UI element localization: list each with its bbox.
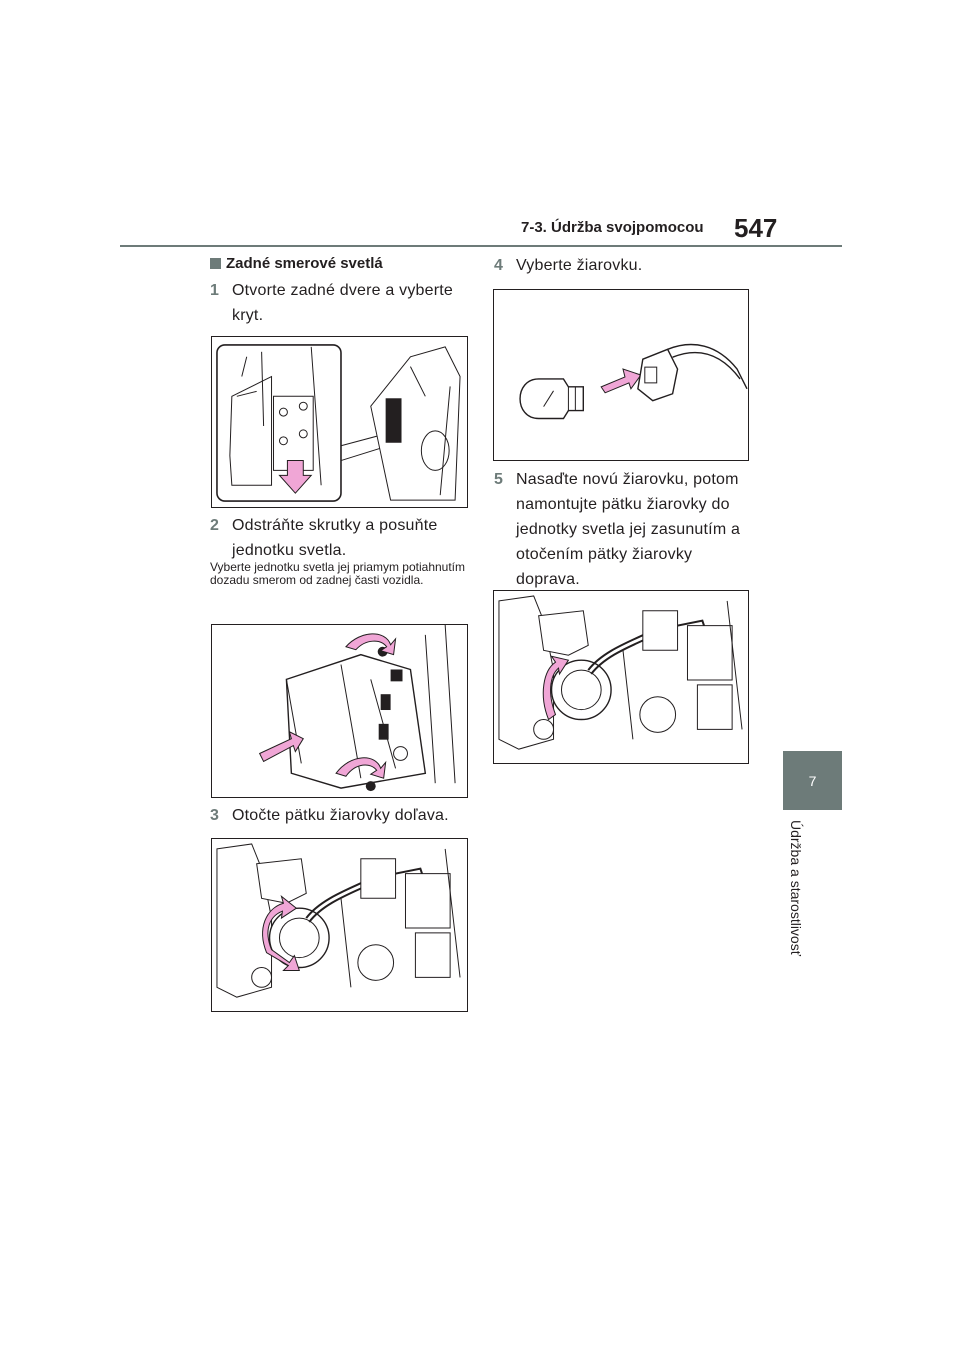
header-rule <box>120 245 842 247</box>
step-5 <box>494 467 754 592</box>
step-text: Otočte pätku žiarovky doľava. <box>232 807 449 824</box>
step-text: Odstráňte skrutky a posuňte jednotku svetla. <box>232 517 438 559</box>
step-number: 1 <box>210 282 220 299</box>
figure-open-door-remove-cover <box>211 336 468 508</box>
section-heading <box>210 255 383 272</box>
step-2 <box>210 513 470 563</box>
chapter-tab <box>783 751 842 810</box>
section-title: Zadné smerové svetlá <box>226 255 383 272</box>
figure-remove-bulb <box>493 289 749 461</box>
chapter-number: 7 <box>808 772 817 789</box>
step-number: 3 <box>210 807 220 824</box>
step-number: 2 <box>210 517 220 534</box>
step-text: Vyberte žiarovku. <box>516 257 643 274</box>
step-number: 5 <box>494 471 504 488</box>
step-text: Otvorte zadné dvere a vyberte kryt. <box>232 282 454 324</box>
running-header: 7-3. Údržba svojpomocou <box>521 219 704 236</box>
figure-remove-screws-slide-unit <box>211 624 468 798</box>
step-4 <box>494 253 754 278</box>
chapter-title: Údržba a starostlivosť <box>788 820 804 956</box>
chapter-side-label <box>788 820 820 980</box>
section-square-icon <box>210 258 221 269</box>
figure-install-bulb-rotate-right <box>493 590 749 764</box>
figure-rotate-bulb-socket-left <box>211 838 468 1012</box>
step-1 <box>210 278 466 328</box>
step-2-note: Vyberte jednotku svetla jej priamym potiahnutím dozadu smerom od zadnej časti vozidla. <box>210 560 466 587</box>
step-number: 4 <box>494 257 504 274</box>
step-text: Nasaďte novú žiarovku, potom namontujte pätku žiarovky do jednotky svetla jej zasunutím a otočením pätky žiarovky doprava. <box>516 471 741 588</box>
page-number: 547 <box>734 213 778 243</box>
step-3 <box>210 803 470 828</box>
